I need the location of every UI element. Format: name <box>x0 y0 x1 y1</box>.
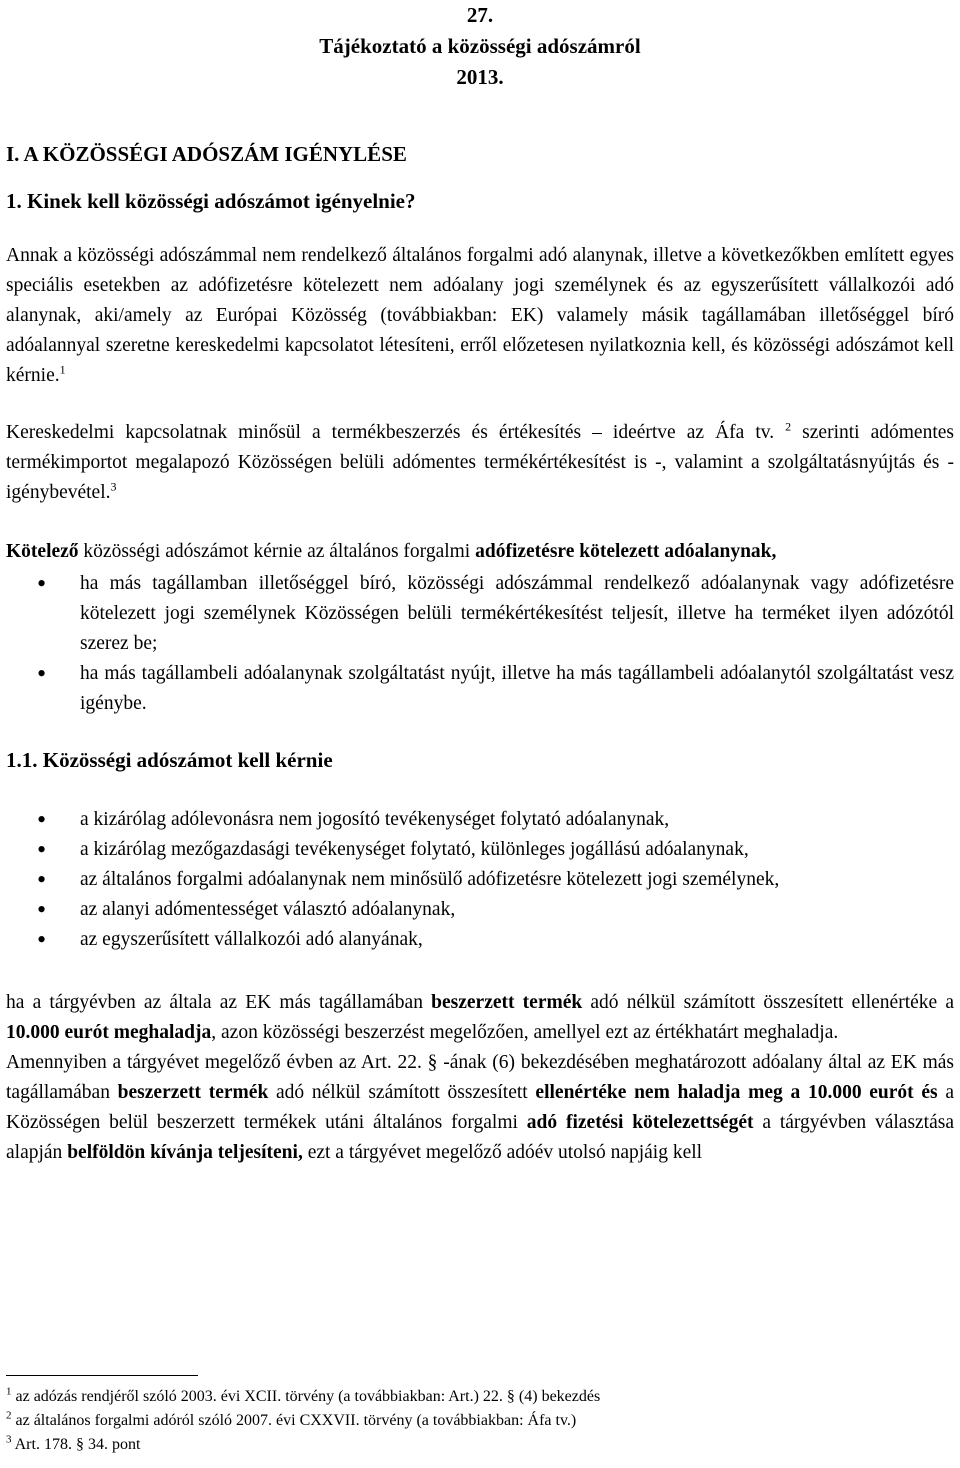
footnote-number: 1 <box>6 1385 12 1398</box>
trade-relation-text-b: szerinti adómentes termékimportot megalapozó Közösségen belüli adómentes termékértékesítést is -, valamint a szolgáltatásnyújtás és -igénybevétel. <box>6 422 954 503</box>
previous-year-paragraph <box>6 1048 954 1168</box>
threshold-text-1: ha a tárgyévben az általa az EK más tagállamában <box>6 992 423 1013</box>
intro-text: Annak a közösségi adószámmal nem rendelkező általános forgalmi adó alanynak, illetve a következőkben említett egyes speciális esetekben az adófizetésre kötelezett nem adóalany jogi személynek és az egyszerűsített vállalkozói adó alanynak, aki/amely az Európai Közösség (továbbiakban: EK) valamely másik tagállamában illetőséggel bíró adóalannyal szeretne kereskedelmi kapcsolatot létesíteni, erről előzetesen nyilatkoznia kell, és közösségi adószámot kell kérnie. <box>6 245 954 386</box>
threshold-bold-2: 10.000 eurót meghaladja <box>6 1022 212 1043</box>
document-header <box>6 0 954 93</box>
subsection-heading: 1. Kinek kell közösségi adószámot igényelnie? <box>6 189 416 213</box>
section-heading: I. A KÖZÖSSÉGI ADÓSZÁM IGÉNYLÉSE <box>6 142 407 166</box>
prev-year-text-1: Amennyiben a tárgyévet megelőző évben az Art. 22. § -ának (6) bekezdésében meghatározott adóalany által az EK más tagállamában <box>6 1052 954 1103</box>
prev-year-text-3: a Közösségen belül beszerzett termékek utáni általános forgalmi <box>6 1082 955 1133</box>
document-year: 2013. <box>456 65 504 89</box>
footnote <box>6 1409 954 1433</box>
document-title: Tájékoztató a közösségi adószámról <box>319 34 641 58</box>
list-item: • a kizárólag adólevonásra nem jogosító tevékenységet folytató adóalanynak, <box>6 805 954 835</box>
footnote-text: Art. 178. § 34. pont <box>14 1436 141 1453</box>
prev-year-text-5: ezt a tárgyévet megelőző adóév utolsó napjáig kell <box>307 1142 703 1163</box>
footnote-ref-1: 1 <box>59 362 66 377</box>
footnote-number: 2 <box>6 1409 12 1422</box>
mandatory-text: közösségi adószámot kérnie az általános forgalmi <box>83 541 471 562</box>
list-item: • ha más tagállambeli adóalanynak szolgáltatást nyújt, illetve ha más tagállambeli adóalanytól szolgáltatást vesz igénybe. <box>6 659 954 719</box>
prev-year-bold-3: adó fizetési kötelezettségét <box>526 1112 754 1133</box>
threshold-paragraph <box>6 988 954 1048</box>
prev-year-text-2: adó nélkül számított összesített <box>276 1082 528 1103</box>
subsection-heading-1-1: 1.1. Közösségi adószámot kell kérnie <box>6 748 333 772</box>
mandatory-bold: Kötelező <box>6 541 79 562</box>
footnote-text: az adózás rendjéről szóló 2003. évi XCII. törvény (a továbbiakban: Art.) 22. § (4) bekezdés <box>15 1388 601 1405</box>
threshold-bold-1: beszerzett termék <box>431 992 583 1013</box>
footnote-text: az általános forgalmi adóról szóló 2007. évi CXXVII. törvény (a továbbiakban: Áfa tv.) <box>15 1412 577 1429</box>
mandatory-paragraph <box>6 537 954 567</box>
mandatory-bold-2: adófizetésre kötelezett adóalanynak, <box>475 541 777 562</box>
footnote-number: 3 <box>6 1433 12 1446</box>
footnote-ref-3: 3 <box>110 479 117 494</box>
list-item: • ha más tagállamban illetőséggel bíró, közösségi adószámmal rendelkező adóalanynak vagy adófizetésre kötelezett jogi személynek Közösségen belüli termékértékesítést teljesít, illetve ha terméket ilyen adózótól szerez be; <box>6 569 954 659</box>
intro-paragraph <box>6 241 954 391</box>
trade-relation-paragraph <box>6 418 954 508</box>
footnote-divider <box>6 1375 198 1376</box>
list-item: • az alanyi adómentességet választó adóalanynak, <box>6 895 954 925</box>
prev-year-text-4: a tárgyévben választása alapján <box>6 1112 955 1163</box>
trade-relation-text-a: Kereskedelmi kapcsolatnak minősül a termékbeszerzés és értékesítés – ideértve az Áfa tv. <box>6 422 775 443</box>
list-item: • a kizárólag mezőgazdasági tevékenységet folytató, különleges jogállású adóalanynak, <box>6 835 954 865</box>
prev-year-bold-4: belföldön kívánja teljesíteni, <box>67 1142 303 1163</box>
prev-year-bold-2: ellenértéke nem haladja meg a 10.000 eurót és <box>535 1082 938 1103</box>
mandatory-bullet-list <box>6 569 954 719</box>
footnote <box>6 1433 954 1457</box>
footnote <box>6 1385 954 1409</box>
footnotes <box>6 1375 954 1457</box>
threshold-text-2: adó nélkül számított összesített ellenértéke a <box>590 992 955 1013</box>
document-number: 27. <box>466 3 494 27</box>
list-item: • az egyszerűsített vállalkozói adó alanyának, <box>6 925 954 955</box>
required-bullet-list <box>6 805 954 955</box>
threshold-text-3: , azon közösségi beszerzést megelőzően, amellyel ezt az értékhatárt meghaladja. <box>211 1022 839 1043</box>
list-item: • az általános forgalmi adóalanynak nem minősülő adófizetésre kötelezett jogi személynek, <box>6 865 954 895</box>
footnote-ref-2: 2 <box>785 419 792 434</box>
prev-year-bold-1: beszerzett termék <box>117 1082 269 1103</box>
